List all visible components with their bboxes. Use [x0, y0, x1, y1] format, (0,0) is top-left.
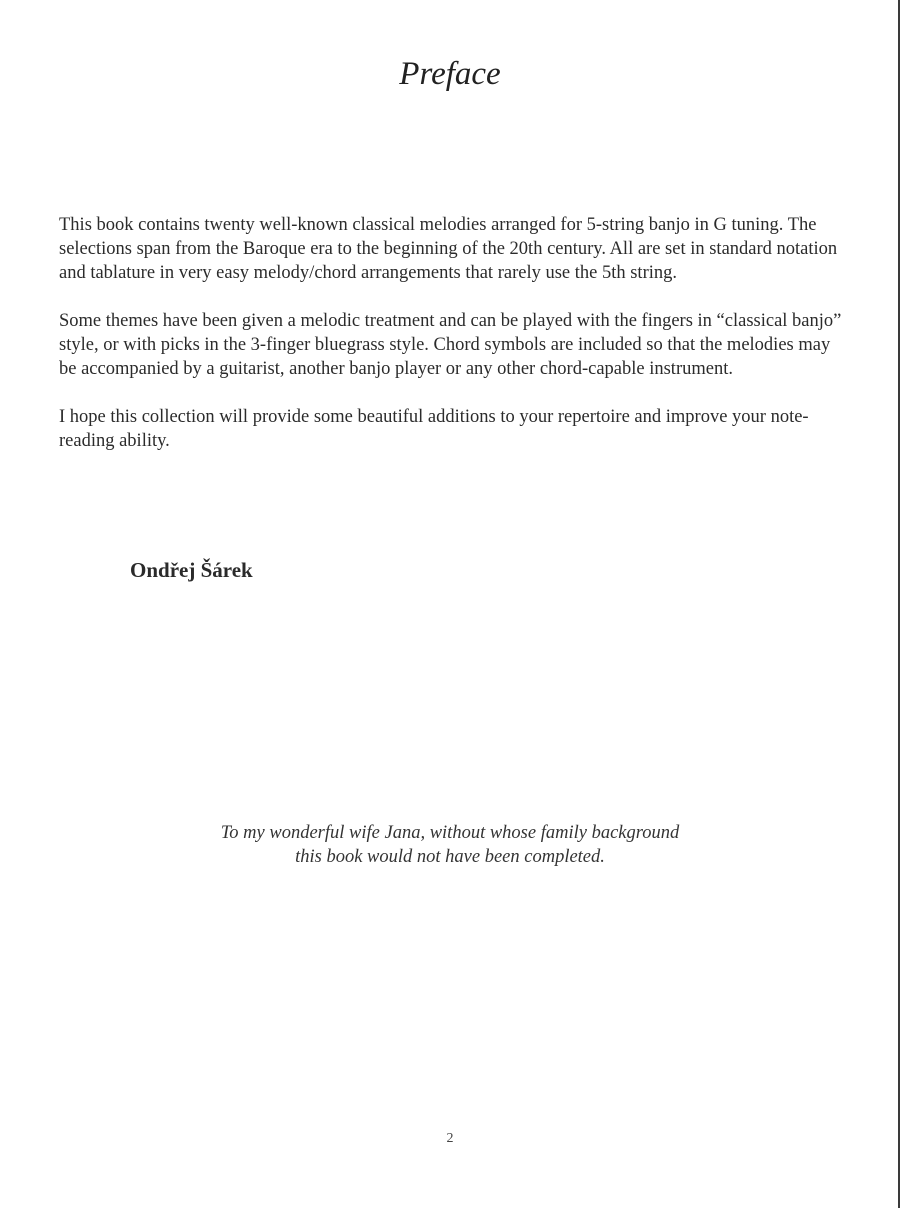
page-number: 2 — [446, 1131, 454, 1146]
paragraph-closing: I hope this collection will provide some beautiful additions to your repertoire and improve your note-reading ability. — [59, 407, 809, 451]
dedication-line-2: this book would not have been completed. — [295, 847, 605, 867]
preface-body — [59, 213, 849, 477]
dedication-line-1: To my wonderful wife Jana, without whose family background — [220, 823, 680, 843]
author-signature: Ondřej Šárek — [130, 558, 253, 582]
page-title: Preface — [399, 56, 501, 92]
paragraph-style: Some themes have been given a melodic treatment and can be played with the fingers in “classical banjo” style, or with picks in the 3-finger bluegrass style. Chord symbols are included so that the melodies may be accompanied by a guitarist, another banjo player or any other chord-capable instrument. — [59, 311, 842, 379]
dedication — [0, 821, 900, 869]
paragraph-intro: This book contains twenty well-known classical melodies arranged for 5-string banjo in G tuning. The selections span from the Baroque era to the beginning of the 20th century. All are set in standard notation and tablature in very easy melody/chord arrangements that rarely use the 5th string. — [59, 215, 838, 283]
